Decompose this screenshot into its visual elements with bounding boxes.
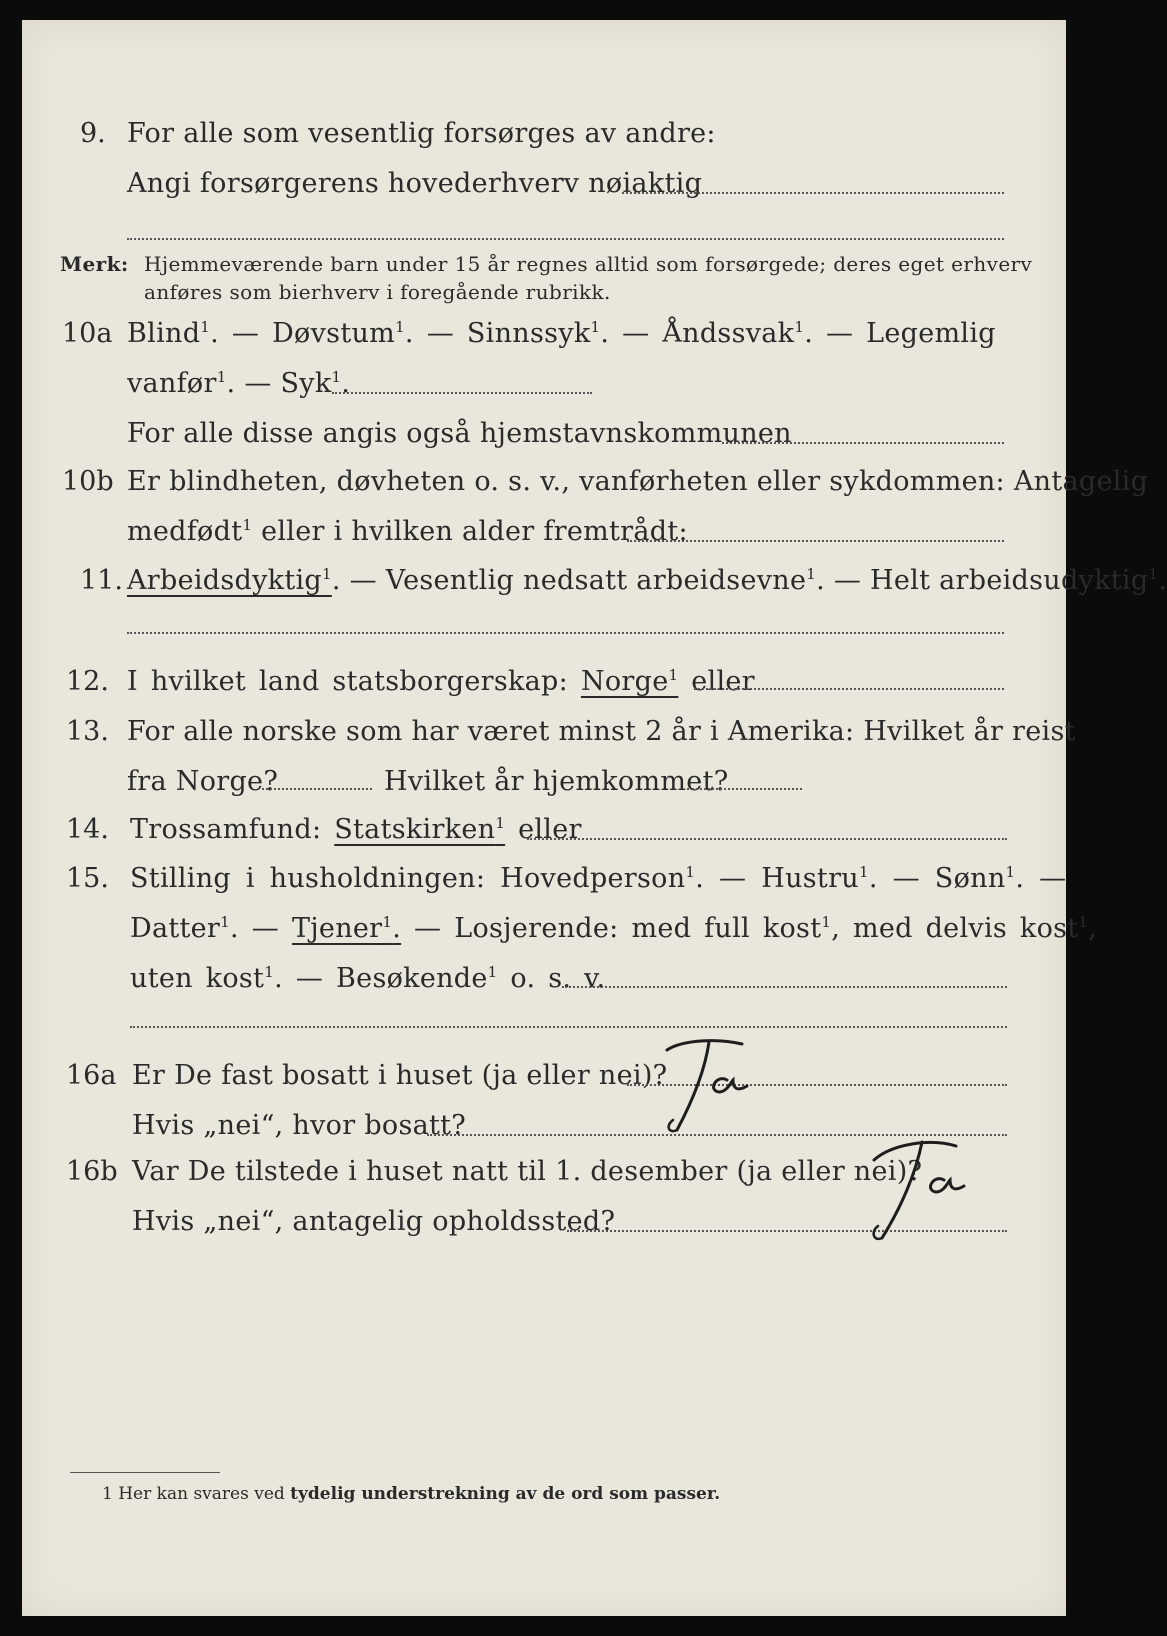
q11-line: Arbeidsdyktig$^1$. — Vesentlig nedsatt arbeidsevne$^1$. — Helt arbeidsudyktig$^1$. xyxy=(127,565,1167,596)
q14-number: 14. xyxy=(66,814,109,845)
q13-hjemkommet-field[interactable] xyxy=(687,788,802,790)
merk-label: Merk: xyxy=(60,252,129,276)
option-legemlig[interactable]: Legemlig xyxy=(866,318,996,349)
q14-answer-field[interactable] xyxy=(527,838,1007,840)
option-blind[interactable]: Blind xyxy=(127,318,201,349)
q11-extra-line[interactable] xyxy=(127,632,1004,634)
q9-number: 9. xyxy=(80,118,106,149)
handwritten-ja-16a xyxy=(647,1030,787,1140)
option-vanfor[interactable]: vanfør xyxy=(127,368,217,399)
q10a-answer-field[interactable] xyxy=(332,392,592,394)
q16b-number: 16b xyxy=(66,1156,118,1187)
option-arbeidsdyktig[interactable]: Arbeidsdyktig$^1$ xyxy=(127,565,332,596)
q15-line2: Datter$^1$. — Tjener$^1$. — Losjerende: med full kost$^1$, med delvis kost$^1$, xyxy=(130,913,1098,944)
q14-line: Trossamfund: Statskirken$^1$ eller xyxy=(130,814,582,845)
q15-number: 15. xyxy=(66,863,109,894)
q10a-line3: For alle disse angis også hjemstavnskommunen xyxy=(127,418,792,449)
q13-number: 13. xyxy=(66,716,109,747)
q15-extra-line[interactable] xyxy=(130,1026,1007,1028)
option-norge[interactable]: Norge$^1$ xyxy=(580,666,679,697)
option-besokende[interactable]: Besøkende xyxy=(336,963,488,994)
option-uten-kost[interactable]: uten kost xyxy=(130,963,265,994)
q15-line3: uten kost$^1$. — Besøkende$^1$ o. s. v. xyxy=(130,963,606,994)
q12-number: 12. xyxy=(66,666,109,697)
q10b-line1: Er blindheten, døvheten o. s. v., vanførheten eller sykdommen: Antagelig xyxy=(127,466,1149,497)
q16b-line1: Var De tilstede i huset natt til 1. desember (ja eller nei)? xyxy=(132,1156,923,1187)
q13-line1: For alle norske som har været minst 2 år i Amerika: Hvilket år reist xyxy=(127,716,1076,747)
q13-hjem-label: Hvilket år hjemkommet? xyxy=(384,766,729,797)
option-medfodt[interactable]: medfødt xyxy=(127,516,243,547)
q15-answer-field[interactable] xyxy=(562,986,1007,988)
q16a-number: 16a xyxy=(66,1060,117,1091)
q9-line1: For alle som vesentlig forsørges av andre: xyxy=(127,118,716,149)
option-dovstum[interactable]: Døvstum xyxy=(272,318,396,349)
q9-answer-field[interactable] xyxy=(622,192,1004,194)
q12-line: I hvilket land statsborgerskap: Norge$^1$ eller xyxy=(127,666,755,697)
q11-number: 11. xyxy=(80,565,123,596)
q10a-line2: vanfør$^1$. — Syk$^1$. xyxy=(127,368,351,399)
option-tjener[interactable]: Tjener$^1$. xyxy=(291,913,402,944)
q13-reist-field[interactable] xyxy=(262,788,372,790)
q10b-answer-field[interactable] xyxy=(627,540,1004,542)
census-form-page xyxy=(22,20,1167,1616)
q10a-number: 10a xyxy=(62,318,113,349)
merk-line2: anføres som bierhverv i foregående rubrikk. xyxy=(144,280,611,304)
option-datter[interactable]: Datter xyxy=(130,913,221,944)
option-sonn[interactable]: Sønn xyxy=(934,863,1006,894)
q13-fra-label: fra Norge? xyxy=(127,766,279,797)
q9-extra-line[interactable] xyxy=(127,238,1004,240)
option-sinnssyk[interactable]: Sinnssyk xyxy=(466,318,591,349)
option-statskirken[interactable]: Statskirken$^1$ xyxy=(334,814,506,845)
footnote: 1 Her kan svares ved tydelig understrekning av de ord som passer. xyxy=(102,1484,721,1504)
q9-line2: Angi forsørgerens hovederhverv nøiaktig xyxy=(127,168,703,199)
q12-answer-field[interactable] xyxy=(694,688,1004,690)
q10b-number: 10b xyxy=(62,466,114,497)
option-andssvak[interactable]: Åndssvak xyxy=(662,318,795,349)
footnote-rule xyxy=(70,1472,220,1473)
footnote-mark: 1 xyxy=(102,1484,113,1504)
q16a-line1: Er De fast bosatt i huset (ja eller nei)? xyxy=(132,1060,668,1091)
option-full-kost[interactable]: med full kost xyxy=(631,913,822,944)
option-syk[interactable]: Syk xyxy=(280,368,332,399)
merk-line1: Hjemmeværende barn under 15 år regnes alltid som forsørgede; deres eget erhverv xyxy=(144,252,1033,276)
handwritten-ja-16b xyxy=(852,1126,1002,1246)
option-hovedperson[interactable]: Hovedperson xyxy=(500,863,686,894)
q10b-line2: medfødt$^1$ eller i hvilken alder fremtrådt: xyxy=(127,516,688,547)
q16a-line2: Hvis „nei“, hvor bosatt? xyxy=(132,1110,467,1141)
q16b-line2: Hvis „nei“, antagelig opholdssted? xyxy=(132,1206,616,1237)
q10a-line1: Blind$^1$. — Døvstum$^1$. — Sinnssyk$^1$. — Åndssvak$^1$. — Legemlig xyxy=(127,318,996,349)
q10a-kommune-field[interactable] xyxy=(722,442,1004,444)
option-hustru[interactable]: Hustru xyxy=(761,863,859,894)
q15-line1: Stilling i husholdningen: Hovedperson$^1$. — Hustru$^1$. — Sønn$^1$. — xyxy=(130,863,1067,894)
option-delvis-kost[interactable]: med delvis kost xyxy=(852,913,1079,944)
